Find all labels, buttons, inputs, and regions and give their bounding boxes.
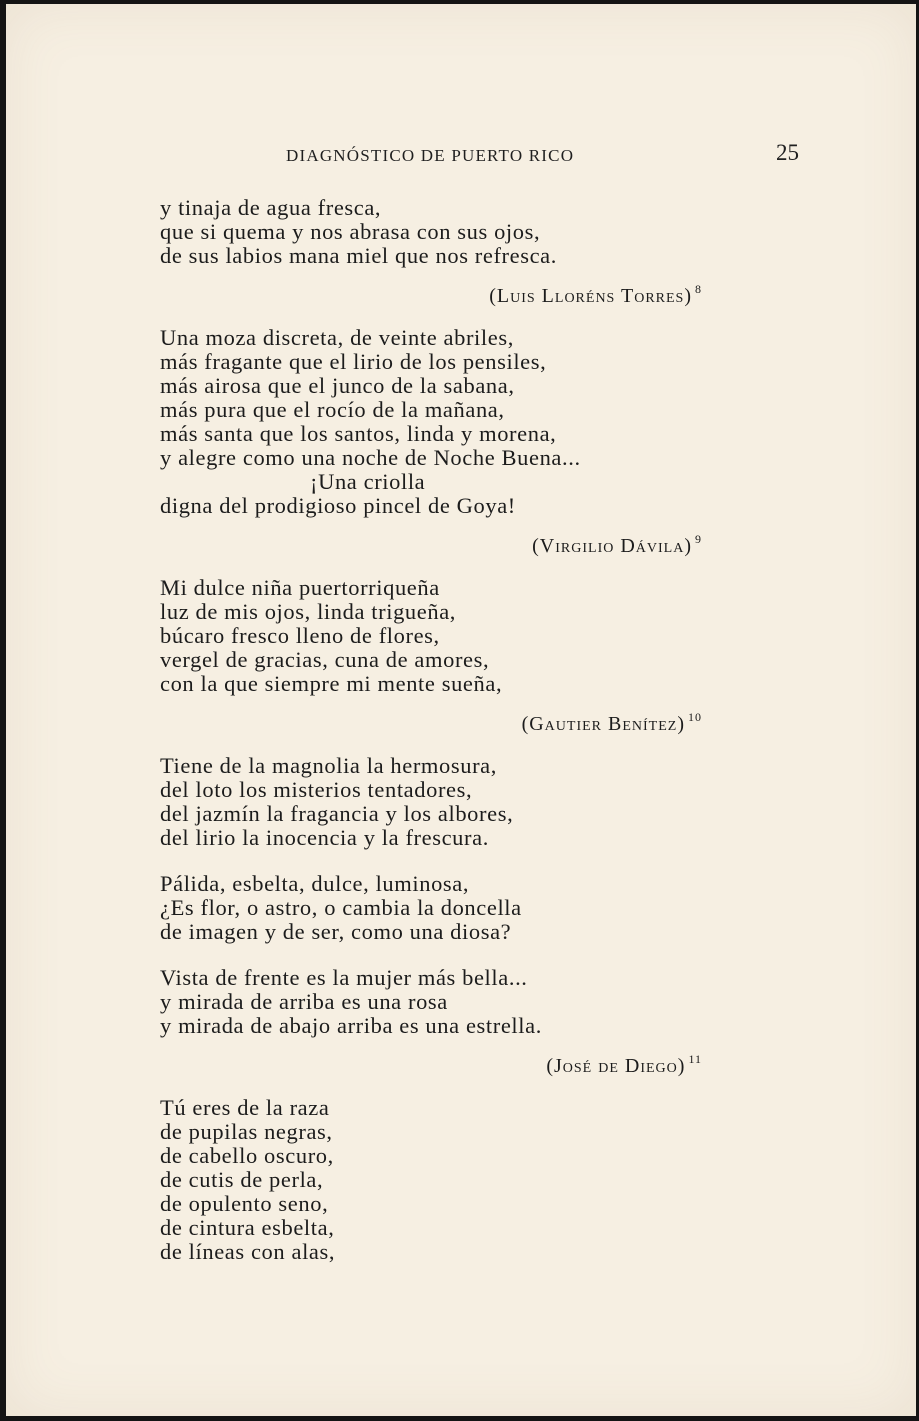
verse-line: que si quema y nos abrasa con sus ojos, xyxy=(160,219,541,244)
poem-excerpt xyxy=(160,195,720,307)
author-name: Virgilio Dávila xyxy=(539,535,685,557)
stanza xyxy=(160,754,720,850)
verse-line: del lirio la inocencia y la frescura. xyxy=(160,825,489,850)
verse-line: Una moza discreta, de veinte abriles, xyxy=(160,325,514,350)
verse-line: más pura que el rocío de la mañana, xyxy=(160,397,505,422)
stanza xyxy=(160,326,720,518)
footnote-ref: 8 xyxy=(695,282,702,296)
verse-line: Tú eres de la raza xyxy=(160,1095,330,1120)
verse-line: ¡Una criolla xyxy=(310,469,426,494)
poem-attribution: (Luis Lloréns Torres) $^8$ xyxy=(489,282,702,307)
footnote-ref: 9 xyxy=(695,532,702,546)
verse-line: Pálida, esbelta, dulce, luminosa, xyxy=(160,871,470,896)
poem-attribution: (José de Diego) $^{11}$ xyxy=(546,1052,702,1077)
verse-line: de cutis de perla, xyxy=(160,1167,324,1192)
verse-line: de cabello oscuro, xyxy=(160,1143,334,1168)
verse-line: búcaro fresco lleno de flores, xyxy=(160,623,440,648)
verse-line: más santa que los santos, linda y morena, xyxy=(160,421,557,446)
verse-line: Tiene de la magnolia la hermosura, xyxy=(160,753,497,778)
verse-line: con la que siempre mi mente sueña, xyxy=(160,671,503,696)
verse-line: Vista de frente es la mujer más bella... xyxy=(160,965,528,990)
verse-line: de cintura esbelta, xyxy=(160,1215,335,1240)
verse-line: digna del prodigioso pincel de Goya! xyxy=(160,493,516,518)
stanza xyxy=(160,576,720,696)
verse-line: más airosa que el junco de la sabana, xyxy=(160,373,515,398)
footnote-ref: 11 xyxy=(688,1052,702,1066)
verse-line: y mirada de abajo arriba es una estrella. xyxy=(160,1013,542,1038)
verse-line: y alegre como una noche de Noche Buena... xyxy=(160,445,581,470)
book-page xyxy=(6,4,916,1416)
poem-excerpt xyxy=(160,1096,720,1264)
poem-attribution: (Virgilio Dávila) $^9$ xyxy=(532,532,702,557)
stanza xyxy=(160,1096,720,1264)
running-title: DIAGNÓSTICO DE PUERTO RICO xyxy=(286,146,575,165)
author-name: Luis Lloréns Torres xyxy=(496,285,685,307)
verse-line: vergel de gracias, cuna de amores, xyxy=(160,647,490,672)
stanza xyxy=(160,966,720,1038)
poem-excerpt xyxy=(160,325,720,557)
poem-attribution: (Gautier Benítez) $^{10}$ xyxy=(521,710,702,735)
author-name: José de Diego xyxy=(553,1055,678,1077)
stanza xyxy=(160,196,720,268)
verse-line: de líneas con alas, xyxy=(160,1239,336,1264)
verse-line: más fragante que el lirio de los pensiles, xyxy=(160,349,547,374)
poem-excerpt xyxy=(160,575,720,735)
poem-text xyxy=(160,196,720,1274)
verse-line: luz de mis ojos, linda trigueña, xyxy=(160,599,457,624)
verse-line: Mi dulce niña puertorriqueña xyxy=(160,575,440,600)
stanza xyxy=(160,872,720,944)
page-header xyxy=(6,140,916,170)
verse-line: de opulento seno, xyxy=(160,1191,329,1216)
page-number: 25 xyxy=(776,140,799,165)
verse-line: de pupilas negras, xyxy=(160,1119,333,1144)
poem-excerpt xyxy=(160,753,720,1077)
footnote-ref: 10 xyxy=(688,710,702,724)
verse-line: del loto los misterios tentadores, xyxy=(160,777,473,802)
verse-line: de imagen y de ser, como una diosa? xyxy=(160,919,512,944)
author-name: Gautier Benítez xyxy=(529,713,678,735)
verse-line: y tinaja de agua fresca, xyxy=(160,195,382,220)
verse-line: y mirada de arriba es una rosa xyxy=(160,989,448,1014)
verse-line: ¿Es flor, o astro, o cambia la doncella xyxy=(160,895,522,920)
verse-line: de sus labios mana miel que nos refresca. xyxy=(160,243,557,268)
verse-line: del jazmín la fragancia y los albores, xyxy=(160,801,514,826)
